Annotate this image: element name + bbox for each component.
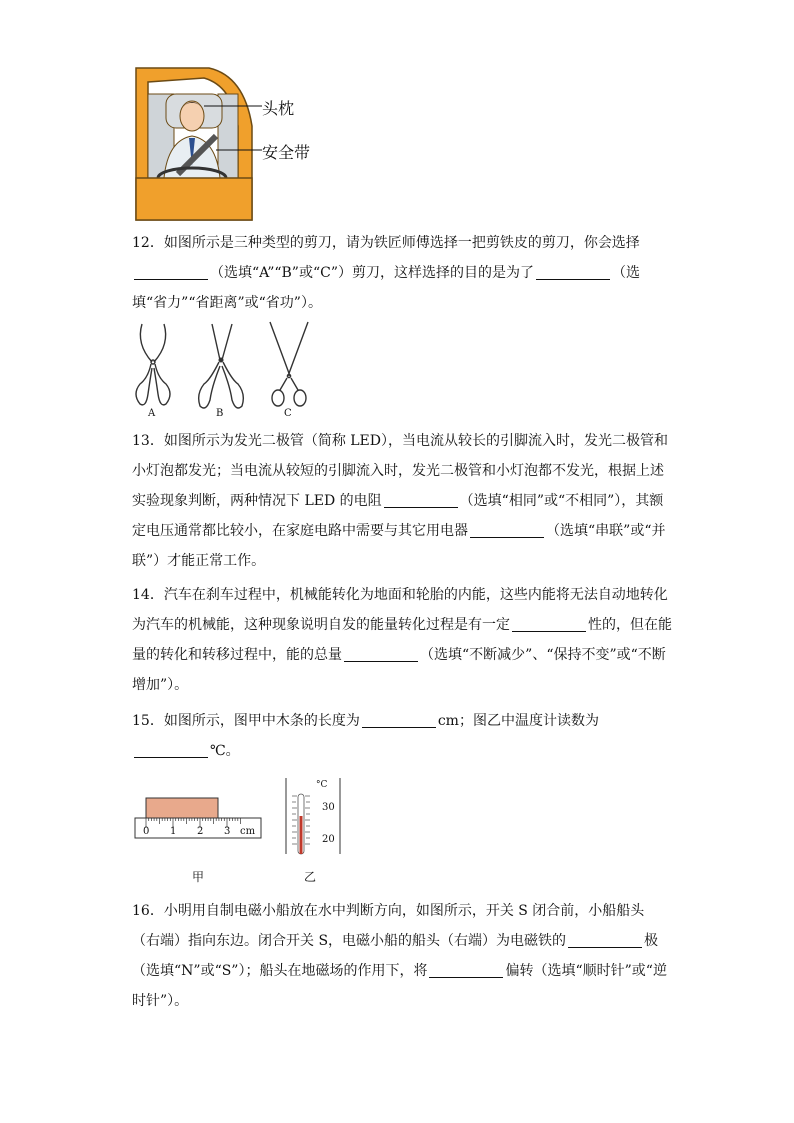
question-16-text-3: 偏转（选填“顺时针”或“逆时针”）。 — [132, 963, 667, 1009]
question-14 — [132, 580, 672, 700]
answer-blank[interactable] — [429, 961, 503, 978]
question-15-text-2: cm；图乙中温度计读数为 — [437, 713, 599, 729]
question-16 — [132, 896, 672, 1016]
question-12-text-1: 12．如图所示是三种类型的剪刀，请为铁匠师傅选择一把剪铁皮的剪刀，你会选择 — [132, 235, 640, 251]
question-16-text-2: 极（选填“N”或“S”）；船头在地磁场的作用下，将 — [132, 933, 659, 979]
ruler-caption: 甲 — [192, 870, 205, 884]
answer-blank[interactable] — [470, 521, 544, 538]
ruler-figure — [134, 796, 262, 886]
answer-blank[interactable] — [344, 645, 418, 662]
answer-blank[interactable] — [134, 741, 208, 758]
question-12-text-3: （选填“省力”“省距离”或“省功”）。 — [132, 265, 640, 311]
car-figure — [134, 66, 324, 222]
thermometer-label-20: 20 — [322, 834, 335, 845]
question-13-text-2: （选填“相同”或“不相同”），其额定电压通常都比较小，在家庭电路中需要与其它用电器 — [132, 493, 664, 539]
question-15-text-3: ℃。 — [210, 743, 240, 759]
answer-blank[interactable] — [568, 931, 642, 948]
scissor-label-a: A — [148, 408, 156, 419]
ruler-tick-2: 2 — [197, 826, 204, 837]
answer-blank[interactable] — [384, 491, 458, 508]
thermometer-unit: °C — [316, 780, 328, 790]
ruler-tick-0: 0 — [143, 826, 150, 837]
answer-blank[interactable] — [362, 711, 436, 728]
scissor-label-b: B — [216, 408, 224, 419]
question-13-text-1: 13．如图所示为发光二极管（简称 LED），当电流从较长的引脚流入时，发光二极管和小灯泡都发光；当电流从较短的引脚流入时，发光二极管和小灯泡都不发光，根据上述实验现象判断，两种情况下 LED 的电阻 — [132, 433, 669, 509]
thermometer-label-30: 30 — [322, 802, 335, 813]
scissors-figure — [130, 320, 320, 424]
answer-blank[interactable] — [536, 263, 610, 280]
question-16-text-1: 16．小明用自制电磁小船放在水中判断方向，如图所示，开关 S 闭合前，小船船头（右端）指向东边。闭合开关 S，电磁小船的船头（右端）为电磁铁的 — [132, 903, 645, 949]
question-12 — [132, 228, 672, 318]
answer-blank[interactable] — [512, 615, 586, 632]
question-14-text-2: 性的，但在能量的转化和转移过程中，能的总量 — [132, 617, 672, 663]
question-14-text-1: 14．汽车在刹车过程中，机械能转化为地面和轮胎的内能，这些内能将无法自动地转化为汽车的机械能，这种现象说明自发的能量转化过程是有一定 — [132, 587, 668, 633]
seatbelt-label: 安全带 — [262, 143, 311, 162]
ruler-tick-1: 1 — [170, 826, 177, 837]
question-15 — [132, 706, 672, 766]
question-13-text-3: （选填“串联”或“并联”）才能正常工作。 — [132, 523, 666, 569]
headrest-label: 头枕 — [262, 99, 295, 118]
question-12-text-2: （选填“A”“B”或“C”）剪刀，这样选择的目的是为了 — [210, 265, 534, 281]
question-14-text-3: （选填“不断减少”、“保持不变”或“不断增加”）。 — [132, 647, 666, 693]
question-15-text-1: 15．如图所示，图甲中木条的长度为 — [132, 713, 360, 729]
thermometer-caption: 乙 — [304, 870, 317, 884]
ruler-tick-3: 3 — [224, 826, 231, 837]
thermometer-figure — [284, 776, 348, 886]
scissor-label-c: C — [284, 408, 292, 419]
ruler-unit: cm — [240, 826, 256, 837]
answer-blank[interactable] — [134, 263, 208, 280]
question-13 — [132, 426, 672, 576]
